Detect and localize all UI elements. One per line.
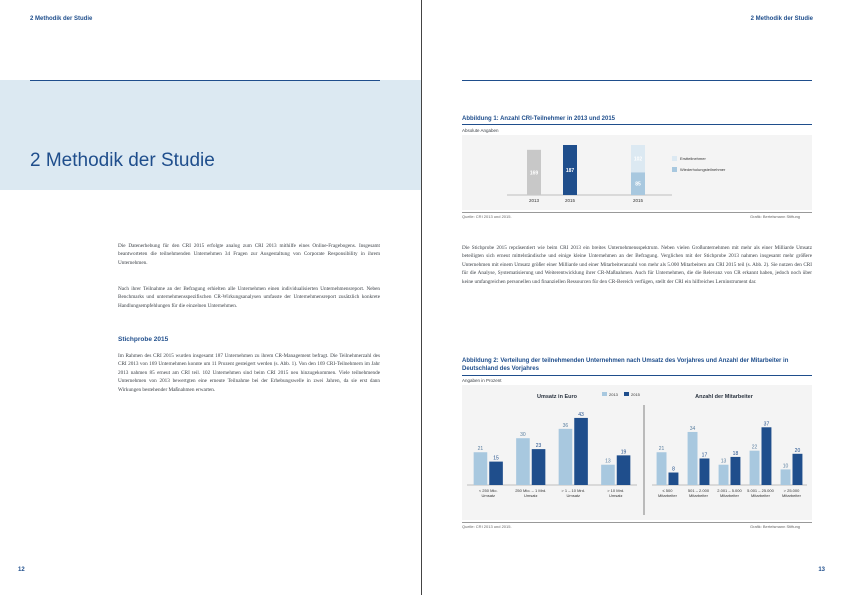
tick-label: 2013 — [528, 198, 540, 203]
figure-2-source: Quelle: CRI 2013 und 2015. — [462, 524, 512, 529]
data-label: 10 — [782, 463, 789, 470]
figure-1-source: Quelle: CRI 2013 und 2015. — [462, 214, 512, 219]
data-label: 102 — [633, 156, 643, 163]
figure-2-subtitle: Angaben in Prozent — [462, 378, 502, 383]
bar — [559, 429, 573, 485]
legend-swatch — [672, 156, 677, 161]
data-label: 187 — [565, 168, 575, 174]
bar — [719, 465, 729, 485]
tick-label: 2015 — [564, 198, 576, 203]
running-head: 2 Methodik der Studie — [30, 16, 93, 22]
tick-label: 250 Mio. – 1 Mrd. Umsatz — [515, 488, 547, 498]
figure-1-bottom-rule — [462, 212, 812, 213]
tick-label: 2.001 – 5.000 Mitarbeiter — [717, 488, 742, 498]
bar — [516, 438, 530, 485]
chapter-title: 2 Methodik der Studie — [30, 150, 215, 171]
data-label: 15 — [493, 455, 499, 462]
figure-2-rule — [462, 375, 812, 376]
panel-title: Anzahl der Mitarbeiter — [695, 394, 753, 400]
section-heading: Stichprobe 2015 — [118, 336, 169, 343]
data-label: 37 — [763, 421, 770, 428]
data-label: 85 — [635, 181, 641, 188]
bar — [617, 455, 631, 485]
header-rule — [462, 80, 812, 81]
legend-swatch — [602, 392, 607, 396]
data-label: 43 — [578, 411, 584, 418]
bar — [601, 465, 615, 485]
right-page — [422, 0, 843, 595]
data-label: 18 — [732, 450, 739, 457]
legend-label: 2015 — [631, 392, 640, 397]
legend-label: Erstteilnehmer — [680, 156, 706, 161]
tick-label: < 250 Mio. Umsatz — [478, 488, 498, 498]
data-label: 17 — [701, 452, 708, 459]
data-label: 34 — [689, 425, 696, 432]
figure-1-rule — [462, 124, 812, 125]
data-label: 13 — [720, 458, 727, 465]
bar — [781, 469, 791, 485]
legend-swatch — [624, 392, 629, 396]
legend-label: 2013 — [609, 392, 618, 397]
paragraph: Nach ihrer Teilnahme an der Befragung erhielten alle Unternehmen einen individualisierten Unternehmensreport. Neben Benchmarks und unternehmensspezifischen CR-Wirkungsanalysen umfasste der Unternehmensreport zusätzlich konkrete Handlungsempfehlungen für die einzelnen Unternehmen. — [118, 286, 380, 309]
title-rule — [30, 80, 380, 81]
figure-2-title: Abbildung 2: Verteilung der teilnehmenden Unternehmen nach Umsatz des Vorjahres und Anzahl der Mitarbeiter in Deutschland des Vorjahres — [462, 358, 789, 372]
title-band — [0, 80, 421, 190]
data-label: 30 — [520, 432, 526, 439]
tick-label: ≤ 500 Mitarbeiter — [658, 488, 677, 498]
data-label: 23 — [535, 443, 542, 450]
bar — [669, 473, 679, 485]
tick-label: 501 – 2.000 Mitarbeiter — [687, 488, 710, 498]
tick-label: > 25.000 Mitarbeiter — [782, 488, 801, 498]
paragraph: Die Stichprobe 2015 repräsentiert wie beim CRI 2013 ein breites Unternehmensspektrum. Neben vielen Großunternehmen mit mehr als einer Milliarde Umsatz beteiligten sich erneut mittelständische und einige kleine Unternehmen an der Befragung. Verglichen mit der Stichprobe 2013 nahmen insgesamt mehr größere Unternehmen mit einem Umsatz größer einer Milliarde und einer Mitarbeiteranzahl von mehr als 5.000 Mitarbeitern am CRI 2015 teil (s. Abb. 2). Sie nutzen den CRI für die Analyse, Systematisierung und Weiterentwicklung ihrer CR-Maßnahmen. Auch für Unternehmen, die die Relevanz von CR erkannt haben, jedoch noch über keine umfangreichen personellen und finanziellen Ressourcen für den CR-Bereich verfügen, stellt der CRI ein hilfreiches Lerninstrument dar. — [462, 245, 812, 285]
left-page — [0, 0, 421, 595]
bar — [762, 427, 772, 485]
data-label: 21 — [477, 446, 484, 453]
bar — [574, 418, 588, 485]
figure-2-bottom-rule — [462, 522, 812, 523]
paragraph: Im Rahmen des CRI 2015 wurden insgesamt 187 Unternehmen zu ihrem CR-Management befragt. Die Teilnehmerzahl des CRI 2013 von 169 Unternehmen konnte um 11 Prozent gesteigert werden (s. Abb. 1). Von den 169 CRI-Teilnehmern im Jahr 2013 nahmen 85 erneut am CRI teil. 102 Unternehmen sind beim CRI 2015 neu hinzugekommen. Viele teilnehmende Unternehmen von 2013 bewertgten eine erneute Teilnahme bei der Erhebungswelle in zwei Jahren, da sie erst dann Wirkungen bestehender Maßnahmen erwarten. — [118, 353, 380, 393]
data-label: 8 — [672, 466, 675, 473]
bar — [532, 449, 546, 485]
tick-label: > 1 – 10 Mrd. Umsatz — [561, 488, 586, 498]
running-head: 2 Methodik der Studie — [750, 16, 813, 22]
bar — [793, 454, 803, 485]
tick-label: > 10 Mrd. Umsatz — [607, 488, 625, 498]
data-label: 169 — [529, 170, 539, 177]
bar — [657, 452, 667, 485]
page-number: 13 — [818, 567, 825, 573]
data-label: 36 — [562, 422, 569, 429]
data-label: 22 — [751, 444, 758, 451]
figure-1-subtitle: Absolute Angaben — [462, 128, 499, 133]
data-label: 20 — [794, 447, 801, 454]
figure-2-source-credit: Grafik: Bertelsmann Stiftung — [750, 524, 801, 529]
legend-swatch — [672, 167, 677, 172]
data-label: 21 — [658, 446, 665, 453]
bar — [700, 458, 710, 485]
bar — [474, 452, 488, 485]
bar — [750, 451, 760, 485]
panel-title: Umsatz in Euro — [536, 394, 578, 400]
figure-1-source-credit: Grafik: Bertelsmann Stiftung — [750, 214, 801, 219]
data-label: 19 — [620, 449, 627, 456]
paragraph: Die Datenerhebung für den CRI 2015 erfolgte analog zum CRI 2013 mithilfe eines Online-Fragebogens. Insgesamt beantworteten die teilnehmenden Unternehmen 34 Fragen zur Ausgestaltung von Corporate Responsibility in ihrem Unternehmen. — [118, 243, 380, 266]
figure-1-title: Abbildung 1: Anzahl CRI-Teilnehmer in 2013 und 2015 — [462, 116, 616, 122]
data-label: 13 — [605, 458, 611, 465]
tick-label: 5.001 – 25.000 Mitarbeiter — [747, 488, 774, 498]
figure-1-chart — [462, 135, 812, 210]
bar — [731, 457, 741, 485]
bar — [489, 462, 503, 485]
page-number: 12 — [18, 567, 25, 573]
figure-2-chart — [462, 385, 812, 520]
bar — [688, 432, 698, 485]
tick-label: 2015 — [632, 198, 644, 203]
legend-label: Wiederholungsteilnehmer — [680, 167, 726, 172]
